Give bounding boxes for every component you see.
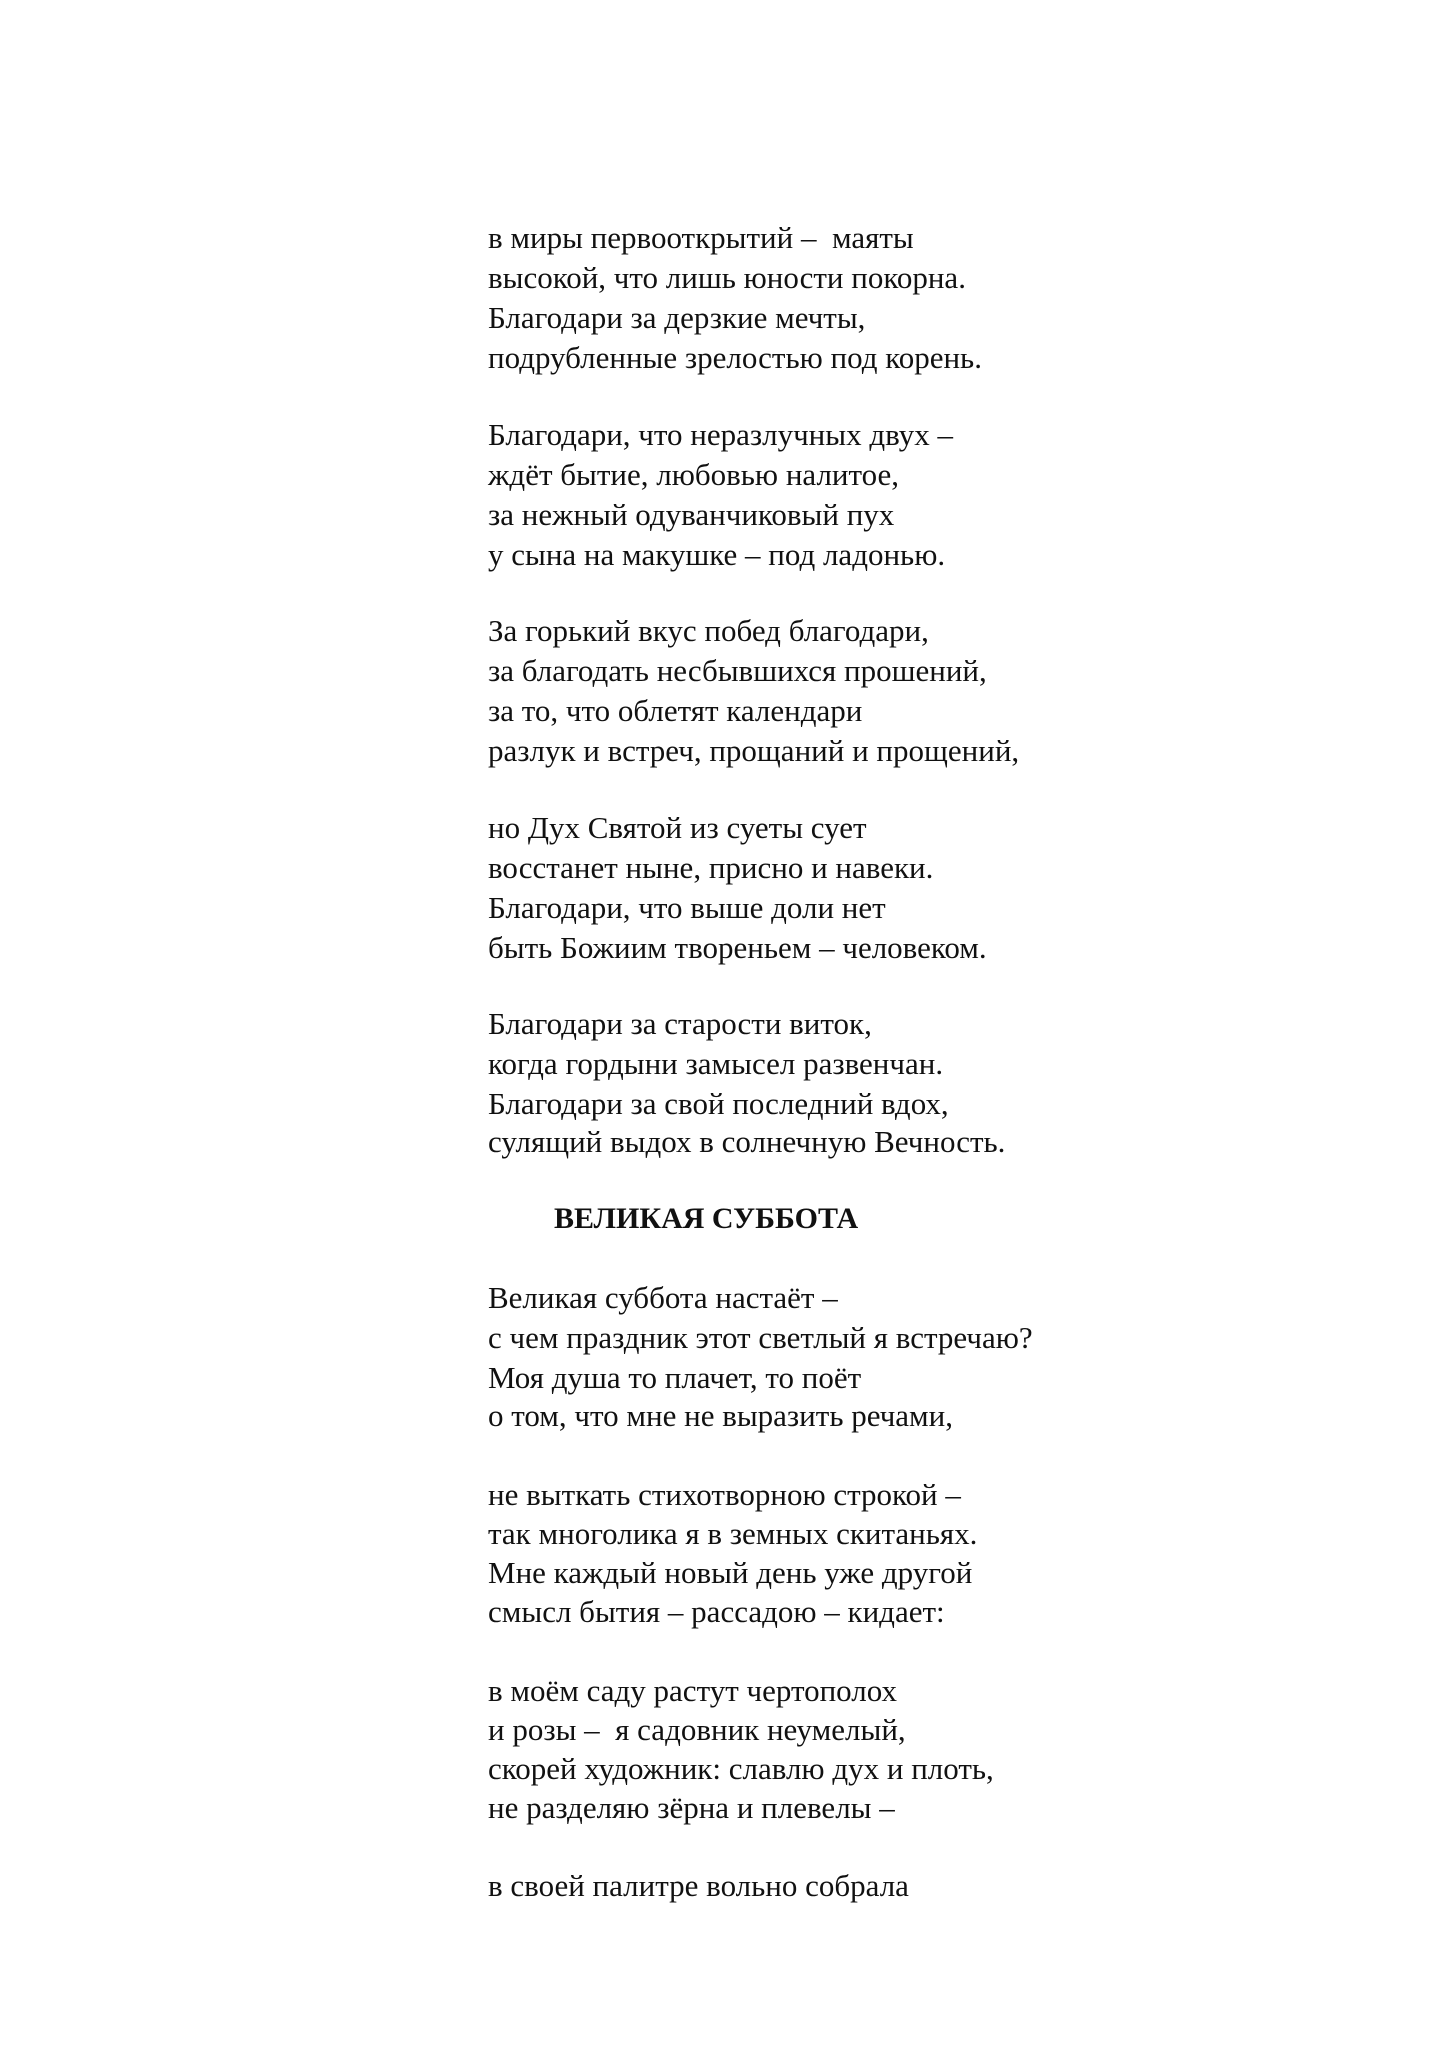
poem-line: подрубленные зрелостью под корень. [488, 340, 982, 375]
poem-line: Мне каждый новый день уже другой [488, 1555, 973, 1590]
poem-line: Благодари за старости виток, [488, 1006, 872, 1041]
poem-line: ждёт бытие, любовью налитое, [488, 457, 900, 492]
poem-line: в миры первооткрытий – маяты [488, 220, 914, 255]
poem-line: сулящий выдох в солнечную Вечность. [488, 1124, 1006, 1159]
poem-line: Моя душа то плачет, то поёт [488, 1360, 862, 1395]
poem-line: Великая суббота настаёт – [488, 1280, 838, 1315]
poem-line: но Дух Святой из суеты сует [488, 810, 867, 845]
poem-line: так многолика я в земных скитаньях. [488, 1516, 978, 1551]
poem-line: Благодари, что выше доли нет [488, 890, 886, 925]
poem-line: Благодари за дерзкие мечты, [488, 300, 866, 335]
poem-line: в своей палитре вольно собрала [488, 1868, 909, 1903]
poem-line: Благодари, что неразлучных двух – [488, 417, 953, 452]
poem-line: быть Божиим твореньем – человеком. [488, 930, 987, 965]
poem-line: о том, что мне не выразить речами, [488, 1398, 953, 1433]
poem-line: Благодари за свой последний вдох, [488, 1086, 949, 1121]
poem-line: за нежный одуванчиковый пух [488, 497, 895, 532]
poem-line: разлук и встреч, прощаний и прощений, [488, 733, 1020, 768]
poem-line: когда гордыни замысел развенчан. [488, 1046, 944, 1081]
poem-line: За горький вкус побед благодари, [488, 613, 929, 648]
poem-line: смысл бытия – рассадою – кидает: [488, 1594, 945, 1629]
poem-line: не разделяю зёрна и плевелы – [488, 1790, 895, 1825]
poem-line: в моём саду растут чертополох [488, 1673, 897, 1708]
poem-line: высокой, что лишь юности покорна. [488, 260, 966, 295]
poem-line: и розы – я садовник неумелый, [488, 1712, 906, 1747]
poem-line: не выткать стихотворною строкой – [488, 1477, 961, 1512]
poem-line: у сына на макушке – под ладонью. [488, 537, 946, 572]
poem-line: за благодать несбывшихся прошений, [488, 653, 987, 688]
poem-line: с чем праздник этот светлый я встречаю? [488, 1320, 1033, 1355]
poem-line: восстанет ныне, присно и навеки. [488, 850, 934, 885]
poem-title: ВЕЛИКАЯ СУББОТА [554, 1202, 859, 1235]
poem-line: за то, что облетят календари [488, 693, 863, 728]
poem-line: скорей художник: славлю дух и плоть, [488, 1751, 994, 1786]
